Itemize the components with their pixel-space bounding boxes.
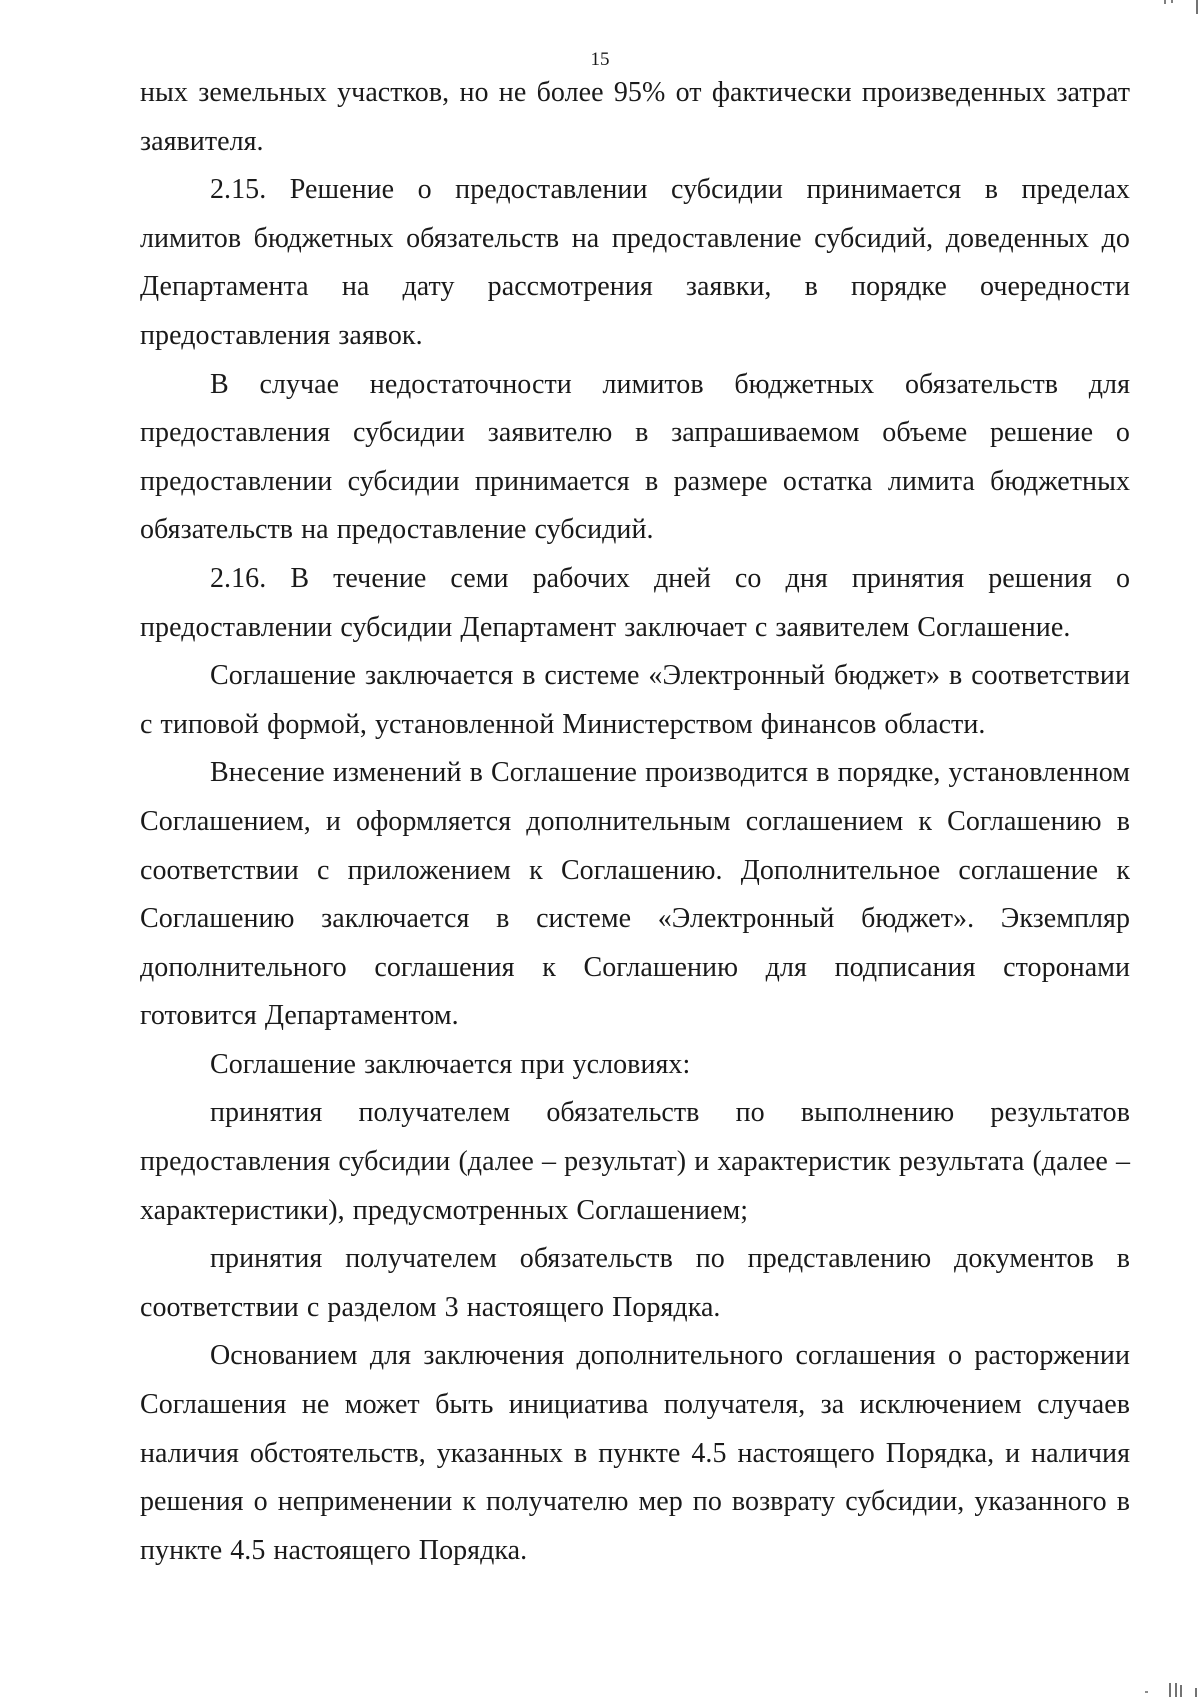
paragraph-2-16: 2.16. В течение семи рабочих дней со дня принятия решения о предоставлении субсидии Департамент заключает с заявителем Соглашение.: [140, 562, 1130, 643]
paragraph-2-15: 2.15. Решение о предоставлении субсидии принимается в пределах лимитов бюджетных обязательств на предоставление субсидий, доведенных до Департамента на дату рассмотрения заявки, в порядке очередности предоставления заявок.: [140, 174, 1130, 351]
page-number: 15: [590, 49, 610, 70]
document-body: [140, 69, 1130, 1575]
paragraph-condition-documents: принятия получателем обязательств по представлению документов в соответствии с разделом 3 настоящего Порядка.: [140, 1243, 1130, 1323]
paragraph-conditions-intro: Соглашение заключается при условиях:: [210, 1048, 691, 1080]
paragraph-electronic-budget: Соглашение заключается в системе «Электронный бюджет» в соответствии с типовой формой, установленной Министерством финансов области.: [140, 660, 1130, 740]
paragraph-amendments: Внесение изменений в Соглашение производится в порядке, установленном Соглашением, и оформляется дополнительным соглашением к Соглашению в соответствии с приложением к Соглашению. Дополнительное соглашение к Соглашению заключается в системе «Электронный бюджет». Экземпляр дополнительного соглашения к Соглашению для подписания сторонами готовится Департаментом.: [140, 757, 1130, 1032]
paragraph-termination-basis: Основанием для заключения дополнительного соглашения о расторжении Соглашения не может быть инициатива получателя, за исключением случаев наличия обстоятельств, указанных в пункте 4.5 настоящего Порядка, и наличия решения о неприменении к получателю мер по возврату субсидии, указанного в пункте 4.5 настоящего Порядка.: [140, 1340, 1130, 1566]
paragraph-continuation: ных земельных участков, но не более 95% от фактически произведенных затрат заявителя.: [140, 77, 1130, 157]
paragraph-insufficient-limits: В случае недостаточности лимитов бюджетных обязательств для предоставления субсидии заявителю в запрашиваемом объеме решение о предоставлении субсидии принимается в размере остатка лимита бюджетных обязательств на предоставление субсидий.: [140, 368, 1130, 546]
paragraph-condition-results: принятия получателем обязательств по выполнению результатов предоставления субсидии (далее – результат) и характеристик результата (далее – характеристики), предусмотренных Соглашением;: [140, 1097, 1130, 1226]
